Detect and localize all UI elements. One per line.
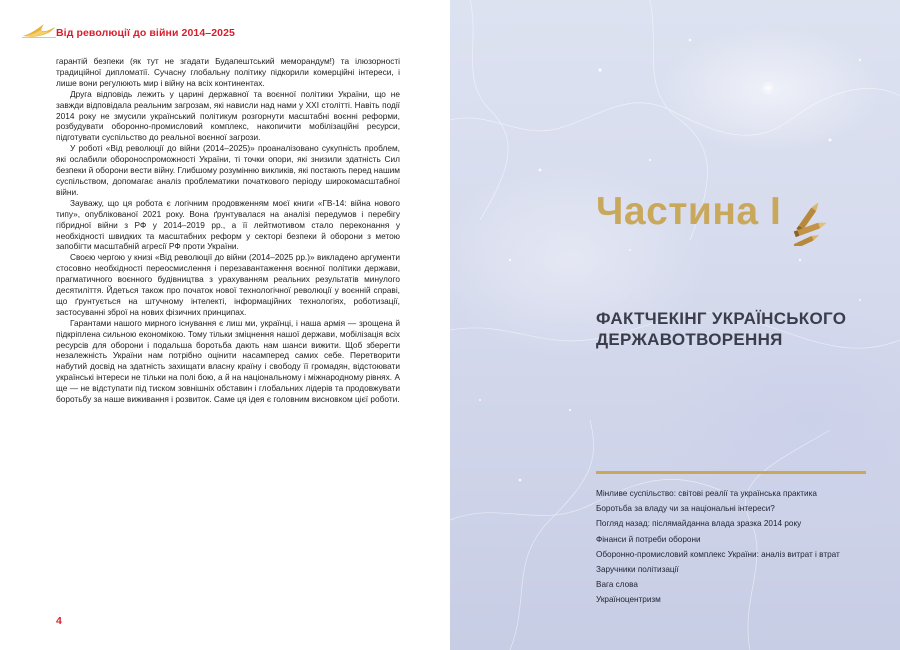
section-title: ФАКТЧЕКІНГ УКРАЇНСЬКОГО ДЕРЖАВОТВОРЕННЯ xyxy=(596,309,847,349)
toc-item: Заручники політизації xyxy=(596,565,679,575)
toc-item: Погляд назад: післямайданна влада зразка 2014 року xyxy=(596,519,802,529)
toc-item: Мінливе суспільство: світові реалії та українська практика xyxy=(596,489,817,498)
paragraph: Зауважу, що ця робота є логічним продовженням моєї книги «ГВ-14: війна нового типу», опублікованої 2021 року. Вона ґрунтувалася на аналізі передумов і перебігу гібридної війни з РФ у 2014–2019 рр., а її лейтмотивом стало переконання у необхідності швидких та масштабних реформ у секторі безпеки й оборони з метою запобігти масштабній агресії РФ проти України. xyxy=(56,197,400,252)
toc-item: Фінанси й потреби оборони xyxy=(596,534,701,544)
chapter-title: Частина I xyxy=(596,190,782,233)
paragraph: Друга відповідь лежить у царині державної та воєнної політики України, що не завжди відповідала реальним загрозам, які нависли над нами у XXI столітті. Навіть події 2014 року не змусили український політикум розгорнути масштабні воєнні реформи, розбудувати оборонно-промисловий комплекс, накопичити мобілізаційні ресурси, підготувати суспільство до реальної воєнної загрози. xyxy=(56,88,400,143)
paragraph: У роботі «Від революції до війни (2014–2025)» проаналізовано сукупність проблем, які ослабили обороноспроможності України, ті точки опори, які знизили здатність Сил безпеки й оборони вести війну. Глибшому розумінню викликів, які постають перед нашим суспільством, допомагає аналіз проблематики початкового періоду широкомасштабної війни. xyxy=(56,143,400,197)
flame-logo-icon xyxy=(22,22,56,38)
running-title: Від революції до війни 2014–2025 xyxy=(56,27,235,39)
table-of-contents xyxy=(596,486,886,608)
page-number: 4 xyxy=(56,615,62,627)
toc-item: Вага слова xyxy=(596,580,638,590)
paragraph: Своєю чергою у книзі «Від революції до війни (2014–2025 рр.)» викладено аргументи стосовно необхідності переосмислення і перезавантаження воєнної політики держави, прагматичного воєнного будівництва з урахуванням реальних результатів минулого десятиліття. Йдеться також про початок нової технологічної революції у воєнній справі, що ґрунтується на штучному інтелекті, інформаційних технологіях, роботизації, застосуванні зброї на нових фізичних принципах. xyxy=(56,252,400,317)
toc-item: Україноцентризм xyxy=(596,595,661,605)
toc-item: Боротьба за владу чи за національні інтереси? xyxy=(596,504,775,514)
paragraph: Гарантами нашого мирного існування є лиш ми, українці, і наша армія — зрощена й підкріплена сильною економікою. Тому тільки зміцнення нашої держави, мобілізація всіх ресурсів для оборони і подальша боротьба дають нам шанси вижити. Щоб зберегти незалежність України нам потрібно оцінити насамперед самих себе. Перетворити набутий досвід на здатність захищати власну країну і свободу її громадян, відстоювати українські інтереси не тільки на полі бою, а й на національному і міжнародному рівнях. А ще — не відступати під тиском зовнішніх обставин і глобальних лідерів та продовжувати боротьбу за наше виживання і розвиток. Саме ця ідея є головним висновком цієї роботи. xyxy=(56,317,400,405)
gold-divider xyxy=(596,471,866,474)
toc-item: Оборонно-промисловий комплекс України: аналіз витрат і втрат xyxy=(596,549,840,559)
body-text xyxy=(56,56,400,405)
right-page xyxy=(450,0,900,650)
paragraph: гарантій безпеки (як тут не згадати Будапештський меморандум!) та ілюзорності традиційної дипломатії. Сучасну глобальну політику підкорили комерційні інтереси, і лише вони регулюють мир і війну на всіх континентах. xyxy=(56,56,400,88)
bullets-icon xyxy=(777,196,839,246)
